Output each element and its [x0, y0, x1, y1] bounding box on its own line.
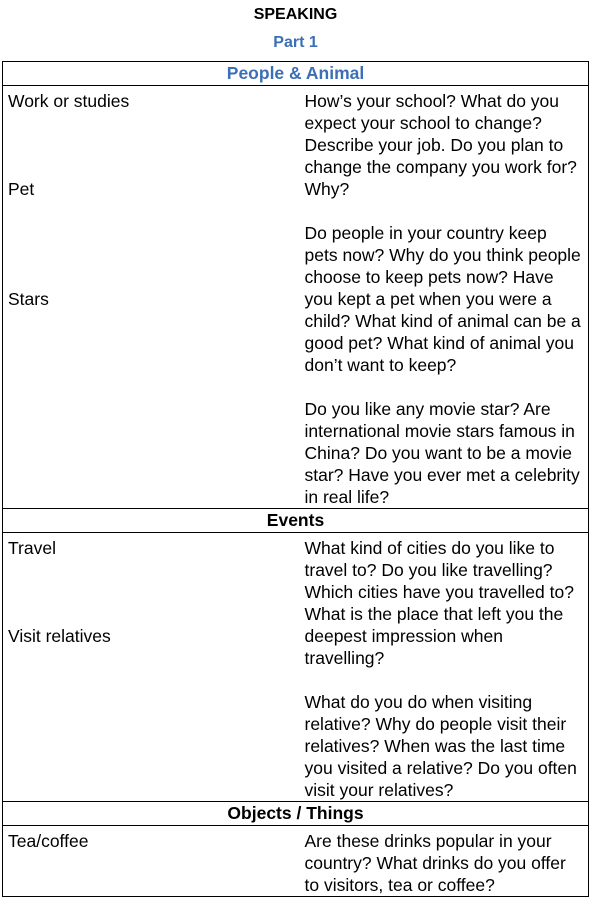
questions-column	[296, 86, 589, 509]
section-title: People & Animal	[3, 62, 589, 86]
section-body-events	[3, 533, 589, 802]
topic-label: Tea/coffee	[8, 831, 89, 851]
topic-label: Travel	[8, 538, 56, 558]
question-text: Which cities have you travelled to? What is the place that left you the deepest impression when travelling?	[304, 582, 574, 668]
section-body-objects-things	[3, 826, 589, 897]
questions-table	[2, 61, 589, 897]
section-header-people-animal	[3, 62, 589, 86]
question-text: What do you do when visiting relative? Why do people visit their relatives? When was the last time you visited a relative? Do you often visit your relatives?	[304, 692, 577, 800]
part-heading: Part 1	[273, 34, 318, 51]
topic-label: Pet	[8, 179, 35, 199]
section-title: Objects / Things	[3, 802, 589, 826]
topics-column	[3, 533, 296, 802]
topic-label: Visit relatives	[8, 626, 111, 646]
question-text: What kind of cities do you like to travel to? Do you like travelling?	[304, 538, 555, 580]
section-title: Events	[3, 509, 589, 533]
section-body-people-animal	[3, 86, 589, 509]
topic-label: Stars	[8, 289, 49, 309]
questions-column	[296, 533, 589, 802]
questions-column	[296, 826, 589, 897]
topics-column	[3, 86, 296, 509]
question-text: Do you like any movie star? Are international movie stars famous in China? Do you want to be a movie star? Have you ever met a celebrity in real life?	[304, 399, 580, 507]
page-title: SPEAKING	[253, 6, 338, 23]
section-header-events	[3, 509, 589, 533]
question-text: Are these drinks popular in your country? What drinks do you offer to visitors, tea or coffee?	[304, 831, 566, 895]
topic-label: Work or studies	[8, 91, 130, 111]
question-text: Do people in your country keep pets now? Why do you think people choose to keep pets now? Have you kept a pet when you were a child? What kind of animal can be a good pet? What kind of animal you don’t want to keep?	[304, 223, 581, 375]
section-header-objects-things	[3, 802, 589, 826]
question-text: How’s your school? What do you expect your school to change? Describe your job. Do you plan to change the company you work for? Why?	[304, 91, 577, 199]
topics-column	[3, 826, 296, 897]
